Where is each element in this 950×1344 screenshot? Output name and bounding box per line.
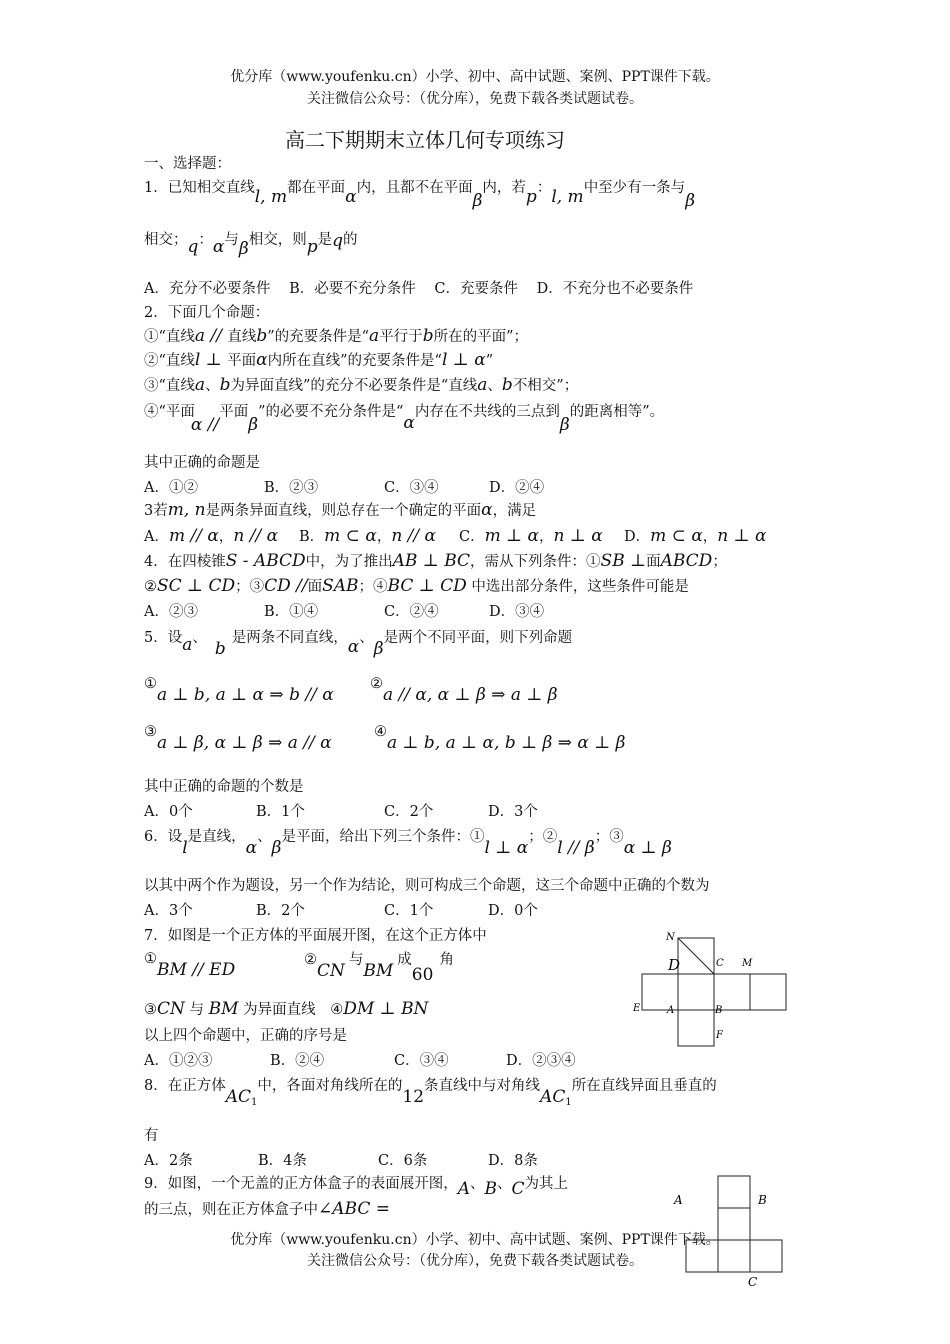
q6-options xyxy=(144,899,538,920)
q2-options xyxy=(144,476,544,497)
q7-option-d[interactable]: D．②③④ xyxy=(506,1053,576,1069)
q5-proposition-4: ④a ⊥ b, a ⊥ α, b ⊥ β ⇒ α ⊥ β xyxy=(374,724,626,753)
cube-net-figure xyxy=(628,926,798,1048)
q4-stem-line1: 4．在四棱锥S - ABCD中，为了推出AB ⊥ BC，需从下列条件：①SB ⊥面ABCD； xyxy=(144,551,727,571)
net-square-far-right xyxy=(750,974,786,1010)
q1-stem-line2: 相交；q：α与β相交，则p是q的 xyxy=(144,231,358,259)
q5-question: 其中正确的命题的个数是 xyxy=(144,779,304,795)
q1-options xyxy=(144,277,693,298)
q7-proposition-3: ③CN 与 BM 为异面直线 ④DM ⊥ BN xyxy=(144,999,429,1019)
q2-option-d[interactable]: D．②④ xyxy=(489,480,545,496)
q1-option-c[interactable]: C．充要条件 xyxy=(434,281,518,297)
q9-stem-line2: 的三点，则在正方体盒子中∠ABC = xyxy=(144,1199,390,1219)
q3-option-d[interactable]: D．m ⊂ α，n ⊥ α xyxy=(624,526,767,546)
q3-option-c[interactable]: C．m ⊥ α，n ⊥ α xyxy=(459,526,603,546)
net-square-bottom xyxy=(678,1010,714,1046)
q8-option-a[interactable]: A．2条 xyxy=(144,1153,193,1169)
q2-statement-4: ④“平面α //平面β”的必要不充分条件是“α内存在不共线的三点到β的距离相等”。 xyxy=(144,404,665,435)
q4-stem-line2: ②SC ⊥ CD；③CD //面SAB；④BC ⊥ CD 中选出部分条件，这些条件可能是 xyxy=(144,576,689,596)
q5-option-b[interactable]: B．1个 xyxy=(256,804,305,820)
q1-option-a[interactable]: A．充分不必要条件 xyxy=(144,281,271,297)
label-d: D xyxy=(668,956,681,974)
q2-question: 其中正确的命题是 xyxy=(144,455,260,471)
net-square-center xyxy=(678,974,714,1010)
q7-proposition-1: ①BM // ED xyxy=(144,951,236,980)
q2-option-b[interactable]: B．②③ xyxy=(264,480,319,496)
q3-option-a[interactable]: A．m // α，n // α xyxy=(144,526,279,546)
q1-stem-line1: 1．已知相交直线l, m都在平面α内，且都不在平面β内，若p：l, m中至少有一条与β xyxy=(144,180,696,211)
q5-proposition-2: ②a // α, α ⊥ β ⇒ a ⊥ β xyxy=(370,676,558,705)
q7-options xyxy=(144,1049,576,1070)
label-c: C xyxy=(716,958,724,969)
header-line-1: 优分库（www.youfenku.cn）小学、初中、高中试题、案例、PPT课件下载。 xyxy=(230,69,720,85)
q3-options xyxy=(144,525,767,546)
label-e: E xyxy=(633,1003,641,1014)
q5-option-a[interactable]: A．0个 xyxy=(144,804,193,820)
q5-proposition-3: ③a ⊥ β, α ⊥ β ⇒ a // α xyxy=(144,724,332,753)
q8-options xyxy=(144,1149,538,1170)
q7-option-b[interactable]: B．②④ xyxy=(270,1053,325,1069)
q7-proposition-2: ②CN与BM成60角 xyxy=(304,952,454,985)
box-net-square-1 xyxy=(718,1176,750,1208)
q7-option-c[interactable]: C．③④ xyxy=(394,1053,449,1069)
q7-stem: 7．如图是一个正方体的平面展开图，在这个正方体中 xyxy=(144,928,487,944)
q4-option-c[interactable]: C．②④ xyxy=(384,604,439,620)
footer-line-2: 关注微信公众号：（优分库），免费下载各类试题试卷。 xyxy=(307,1253,643,1269)
q4-option-b[interactable]: B．①④ xyxy=(264,604,319,620)
q6-option-a[interactable]: A．3个 xyxy=(144,903,193,919)
q4-option-d[interactable]: D．③④ xyxy=(489,604,545,620)
q2-option-c[interactable]: C．③④ xyxy=(384,480,439,496)
q5-option-d[interactable]: D．3个 xyxy=(488,804,538,820)
q7-question: 以上四个命题中，正确的序号是 xyxy=(144,1028,347,1044)
label-f: F xyxy=(716,1030,723,1041)
q2-statement-3: ③“直线a、b为异面直线”的充分不必要条件是“直线a、b不相交”； xyxy=(144,375,579,395)
q6-option-d[interactable]: D．0个 xyxy=(488,903,538,919)
q5-proposition-1: ①a ⊥ b, a ⊥ α ⇒ b // α xyxy=(144,676,334,705)
q9-stem-line1: 9．如图，一个无盖的正方体盒子的表面展开图，A、B、C为其上 xyxy=(144,1176,569,1199)
q2-statement-1: ①“直线a // 直线b”的充要条件是“a平行于b所在的平面”； xyxy=(144,326,528,346)
q4-options xyxy=(144,600,544,621)
q7-option-a[interactable]: A．①②③ xyxy=(144,1053,213,1069)
label-c: C xyxy=(748,1275,758,1289)
q3-option-b[interactable]: B．m ⊂ α，n // α xyxy=(299,526,437,546)
q2-stem: 2．下面几个命题： xyxy=(144,305,270,321)
label-a: A xyxy=(674,1193,683,1207)
section-heading: 一、选择题： xyxy=(144,156,231,172)
label-n: N xyxy=(666,932,675,943)
q8-option-c[interactable]: C．6条 xyxy=(378,1153,428,1169)
q5-options xyxy=(144,800,538,821)
page-title: 高二下期期末立体几何专项练习 xyxy=(285,128,565,152)
header-line-2: 关注微信公众号：（优分库），免费下载各类试题试卷。 xyxy=(307,91,643,107)
q6-stem: 6．设l是直线，α、β是平面，给出下列三个条件：①l ⊥ α；②l // β；③α ⊥ β xyxy=(144,829,672,858)
q2-option-a[interactable]: A．①② xyxy=(144,480,198,496)
net-diagonal xyxy=(678,938,714,974)
q1-option-b[interactable]: B．必要不充分条件 xyxy=(289,281,416,297)
q4-option-a[interactable]: A．②③ xyxy=(144,604,198,620)
q8-stem-line2: 有 xyxy=(144,1128,159,1144)
footer-line-1: 优分库（www.youfenku.cn）小学、初中、高中试题、案例、PPT课件下载。 xyxy=(230,1232,720,1248)
q8-option-b[interactable]: B．4条 xyxy=(258,1153,307,1169)
q8-stem-line1: 8．在正方体$AC_1$中，各面对角线所在的12条直线中与对角线$AC_1$所在直线异面且垂直的 xyxy=(144,1078,717,1108)
q6-option-c[interactable]: C．1个 xyxy=(384,903,434,919)
label-b: B xyxy=(758,1193,767,1207)
q2-statement-2: ②“直线l ⊥ 平面α内所在直线”的充要条件是“l ⊥ α” xyxy=(144,350,494,370)
label-a: A xyxy=(667,1005,675,1016)
label-m: M xyxy=(742,958,753,969)
q8-option-d[interactable]: D．8条 xyxy=(488,1153,538,1169)
label-b: B xyxy=(715,1005,723,1016)
q3-stem: 3若m, n是两条异面直线，则总存在一个确定的平面α，满足 xyxy=(144,500,537,520)
q6-option-b[interactable]: B．2个 xyxy=(256,903,305,919)
q6-line2: 以其中两个作为题设，另一个作为结论，则可构成三个命题，这三个命题中正确的个数为 xyxy=(144,878,710,894)
q5-stem: 5．设a、b是两条不同直线，α、β是两个不同平面，则下列命题 xyxy=(144,630,573,659)
q5-option-c[interactable]: C．2个 xyxy=(384,804,434,820)
q1-option-d[interactable]: D．不充分也不必要条件 xyxy=(536,281,694,297)
